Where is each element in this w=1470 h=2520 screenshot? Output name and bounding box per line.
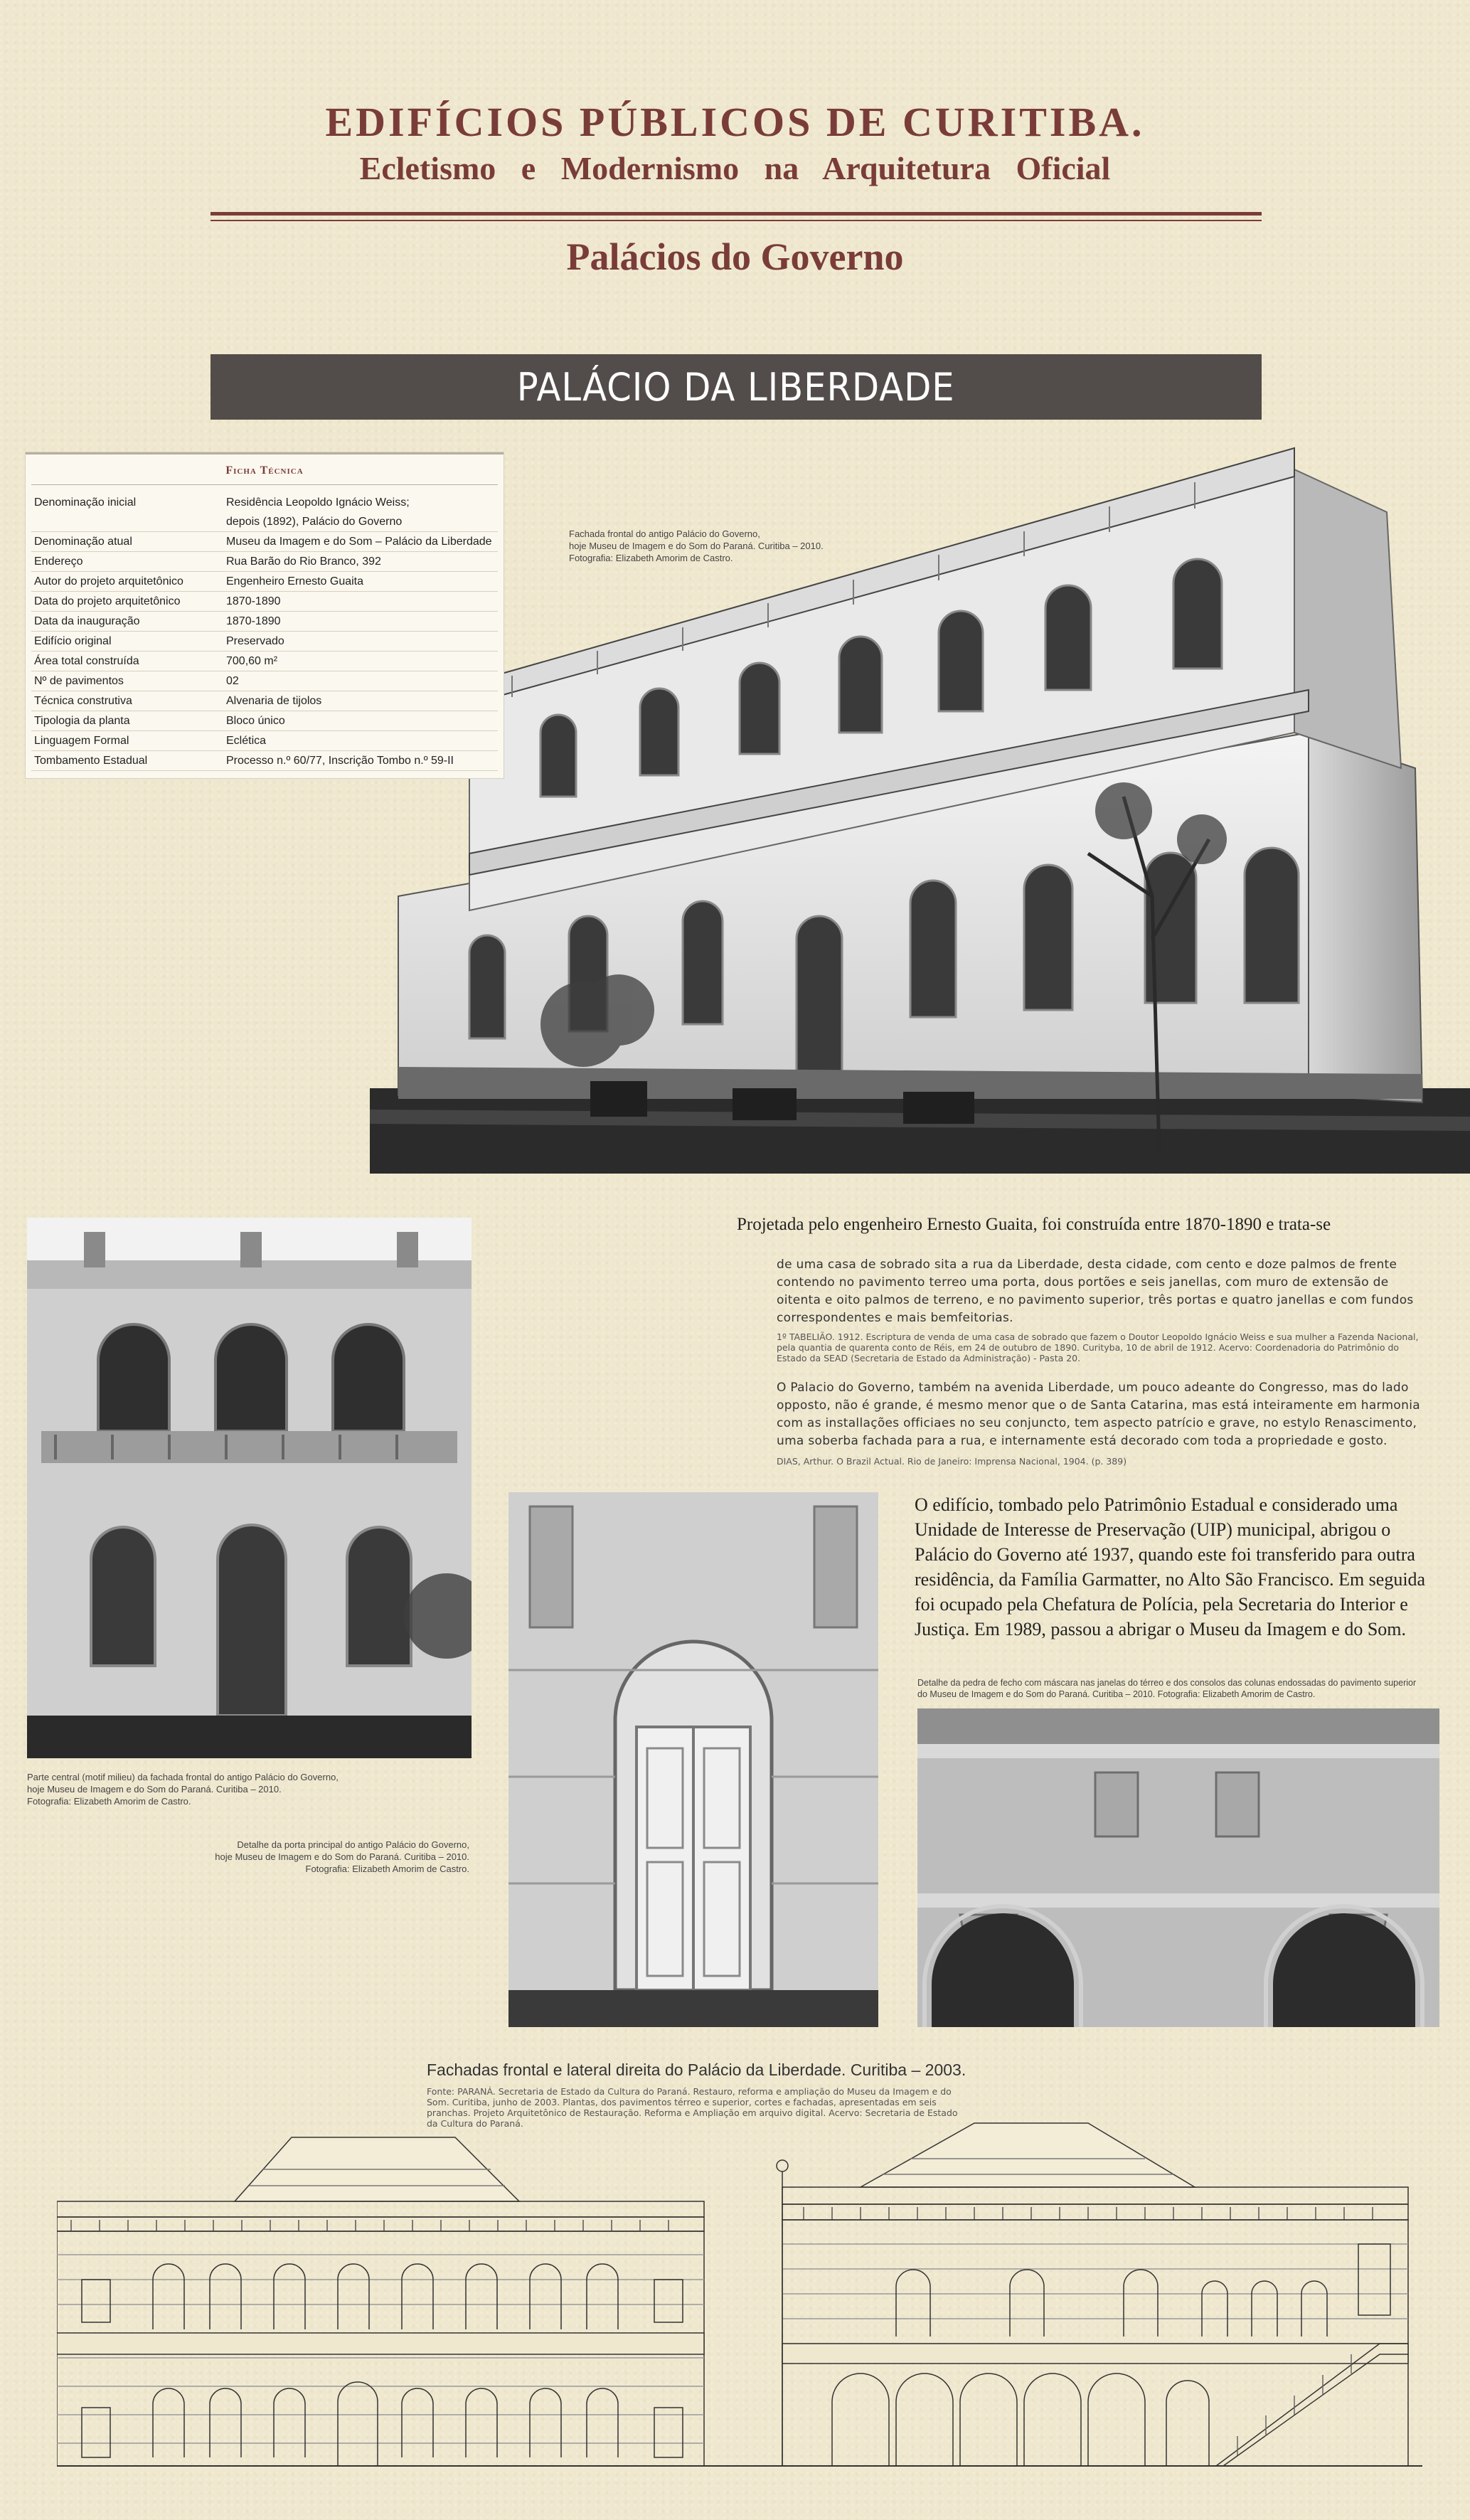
technical-sheet-label: Denominação atual: [34, 536, 132, 548]
technical-sheet-value: Museu da Imagem e do Som – Palácio da Liberdade: [226, 536, 492, 548]
technical-sheet-label: Edifício original: [34, 635, 112, 647]
technical-sheet-row: [31, 652, 498, 671]
technical-sheet-row: [31, 691, 498, 711]
quote-paragraph-1: de uma casa de sobrado sita a rua da Liberdade, desta cidade, com cento e doze palmos de frente contendo no pavimento terreo uma porta, dous portões e seis janellas, com muro de extensão de oitenta e oito palmos de terreno, e no pavimento superior, três portas e quatro janellas e com fundos correspondentes e mais bemfeitorias.: [777, 1258, 1414, 1325]
technical-sheet-row: [31, 671, 498, 691]
technical-sheet-label: Área total construída: [34, 655, 139, 667]
section-title: Palácios do Governo: [566, 235, 904, 278]
technical-sheet-row: [31, 592, 498, 612]
technical-sheet-value: Eclética: [226, 735, 267, 747]
center-facade-photo: [27, 1218, 472, 1758]
main-photo-caption: Fachada frontal do antigo Palácio do Governo, hoje Museu de Imagem e do Som do Paraná. Curitiba – 2010. Fotografia: Elizabeth Amorim de Castro.: [569, 528, 824, 563]
technical-sheet-label: Técnica construtiva: [34, 695, 132, 707]
technical-sheet-value: 700,60 m²: [226, 655, 278, 667]
technical-sheet-row: [31, 731, 498, 751]
lead-sentence: Projetada pelo engenheiro Ernesto Guaita, foi construída entre 1870-1890 e trata-se: [737, 1215, 1331, 1234]
detail-photo-caption: Detalhe da pedra de fecho com máscara nas janelas do térreo e dos consolos das colunas endossadas do pavimento superior do Museu de Imagem e do Som do Paraná. Curitiba – 2010. Fotografia: Elizabeth Amorim de Castro.: [917, 1678, 1417, 1699]
facade-drawings: [57, 2102, 1422, 2486]
center-photo-caption: Parte central (motif milieu) da fachada frontal do antigo Palácio do Governo, hoje Museu de Imagem e do Som do Paraná. Curitiba – 2010. Fotografia: Elizabeth Amorim de Castro.: [27, 1772, 339, 1807]
technical-sheet-value: Engenheiro Ernesto Guaita: [226, 575, 364, 588]
technical-sheet-label: Nº de pavimentos: [34, 675, 124, 687]
building-name: PALÁCIO DA LIBERDADE: [517, 364, 955, 410]
technical-sheet-row: [31, 751, 498, 771]
quote-reference-2: DIAS, Arthur. O Brazil Actual. Rio de Janeiro: Imprensa Nacional, 1904. (p. 389): [777, 1456, 1127, 1467]
technical-sheet-value: 1870-1890: [226, 595, 281, 607]
technical-sheet-value: Bloco único: [226, 715, 285, 727]
door-photo-caption: Detalhe da porta principal do antigo Palácio do Governo, hoje Museu de Imagem e do Som do Paraná. Curitiba – 2010. Fotografia: Elizabeth Amorim de Castro.: [215, 1839, 469, 1874]
technical-sheet-label: Endereço: [34, 555, 83, 568]
header-rule-thin: [211, 220, 1262, 221]
technical-sheet-label: Tombamento Estadual: [34, 755, 148, 767]
history-paragraph: O edifício, tombado pelo Patrimônio Estadual e considerado uma Unidade de Interesse de Preservação (UIP) municipal, abrigou o Palácio do Governo até 1937, quando este foi transferido para outra residência, da Família Garmatter, no Alto São Francisco. Em seguida foi ocupado pela Chefatura de Polícia, pela Secretaria do Interior e Justiça. Em 1989, passou a abrigar o Museu da Imagem e do Som.: [915, 1494, 1426, 1639]
technical-sheet-heading: Ficha Técnica: [225, 464, 304, 477]
technical-sheet-value: Residência Leopoldo Ignácio Weiss; depois (1892), Palácio do Governo: [226, 496, 410, 528]
technical-sheet-label: Data do projeto arquitetônico: [34, 595, 181, 607]
quote-reference-1: 1º TABELIÃO. 1912. Escriptura de venda de uma casa de sobrado que fazem o Doutor Leopoldo Ignácio Weiss e sua mulher a Fazenda Nacional, pela quantia de quarenta conto de Réis, em 24 de outubro de 1890. Curityba, 10 de abril de 1912. Acervo: Coordenadoria do Patrimônio do Estado da SEAD (Secretaria de Estado da Administração) - Pasta 20.: [777, 1331, 1419, 1363]
technical-sheet-value: 1870-1890: [226, 615, 281, 627]
technical-sheet-value: Processo n.º 60/77, Inscrição Tombo n.º 59-II: [226, 755, 454, 767]
technical-sheet-row: [31, 572, 498, 592]
header-rule: [211, 212, 1262, 216]
front-elevation-drawing: [57, 2137, 704, 2466]
technical-sheet-row: [31, 711, 498, 731]
technical-sheet-row: [31, 632, 498, 652]
facade-drawings-title: Fachadas frontal e lateral direita do Palácio da Liberdade. Curitiba – 2003.: [427, 2061, 966, 2079]
technical-sheet-row: [31, 552, 498, 572]
technical-sheet-row: [31, 532, 498, 552]
technical-sheet-rule: [31, 484, 498, 485]
technical-sheet-label: Autor do projeto arquitetônico: [34, 575, 183, 588]
side-elevation-drawing: [777, 2123, 1408, 2466]
main-facade-photo: [370, 398, 1470, 1174]
facade-drawings-source: Fonte: PARANÁ. Secretaria de Estado da Cultura do Paraná. Restauro, reforma e ampliação do Museu da Imagem e do Som. Curitiba, junho de 2003. Plantas, dos pavimentos térreo e superior, cortes e fachadas, apresentadas em seis pranchas. Projeto Arquitetônico de Restauração. Reforma e Ampliação em arquivo digital. Acervo: Secretaria de Estado da Cultura do Paraná.: [427, 2086, 958, 2129]
technical-sheet-value: Rua Barão do Rio Branco, 392: [226, 555, 381, 568]
door-photo: [508, 1492, 878, 2027]
page-title: EDIFÍCIOS PÚBLICOS DE CURITIBA.: [325, 99, 1145, 145]
technical-sheet-label: Linguagem Formal: [34, 735, 129, 747]
technical-sheet-row: [31, 493, 498, 532]
technical-sheet-value: Alvenaria de tijolos: [226, 695, 322, 707]
quote-paragraph-2: O Palacio do Governo, também na avenida Liberdade, um pouco adeante do Congresso, mas do lado opposto, não é grande, é mesmo menor que o de Santa Catarina, mas está inteiramente em harmonia com as installações officiaes no seu conjuncto, tem aspecto patrício e grave, no estylo Renascimento, uma soberba fachada para a rua, e internamente está decorado com toda a propriedade e gosto.: [777, 1381, 1420, 1448]
page-subtitle: Ecletismo e Modernismo na Arquitetura Oficial: [359, 150, 1111, 186]
technical-sheet-rows: [31, 493, 498, 771]
technical-sheet-label: Data da inauguração: [34, 615, 140, 627]
technical-sheet-label: Tipologia da planta: [34, 715, 130, 727]
technical-sheet: [26, 452, 504, 778]
technical-sheet-row: [31, 612, 498, 632]
keystone-detail-photo: [917, 1708, 1439, 2027]
technical-sheet-value: Preservado: [226, 635, 284, 647]
technical-sheet-value: 02: [226, 675, 239, 687]
technical-sheet-label: Denominação inicial: [34, 496, 137, 509]
